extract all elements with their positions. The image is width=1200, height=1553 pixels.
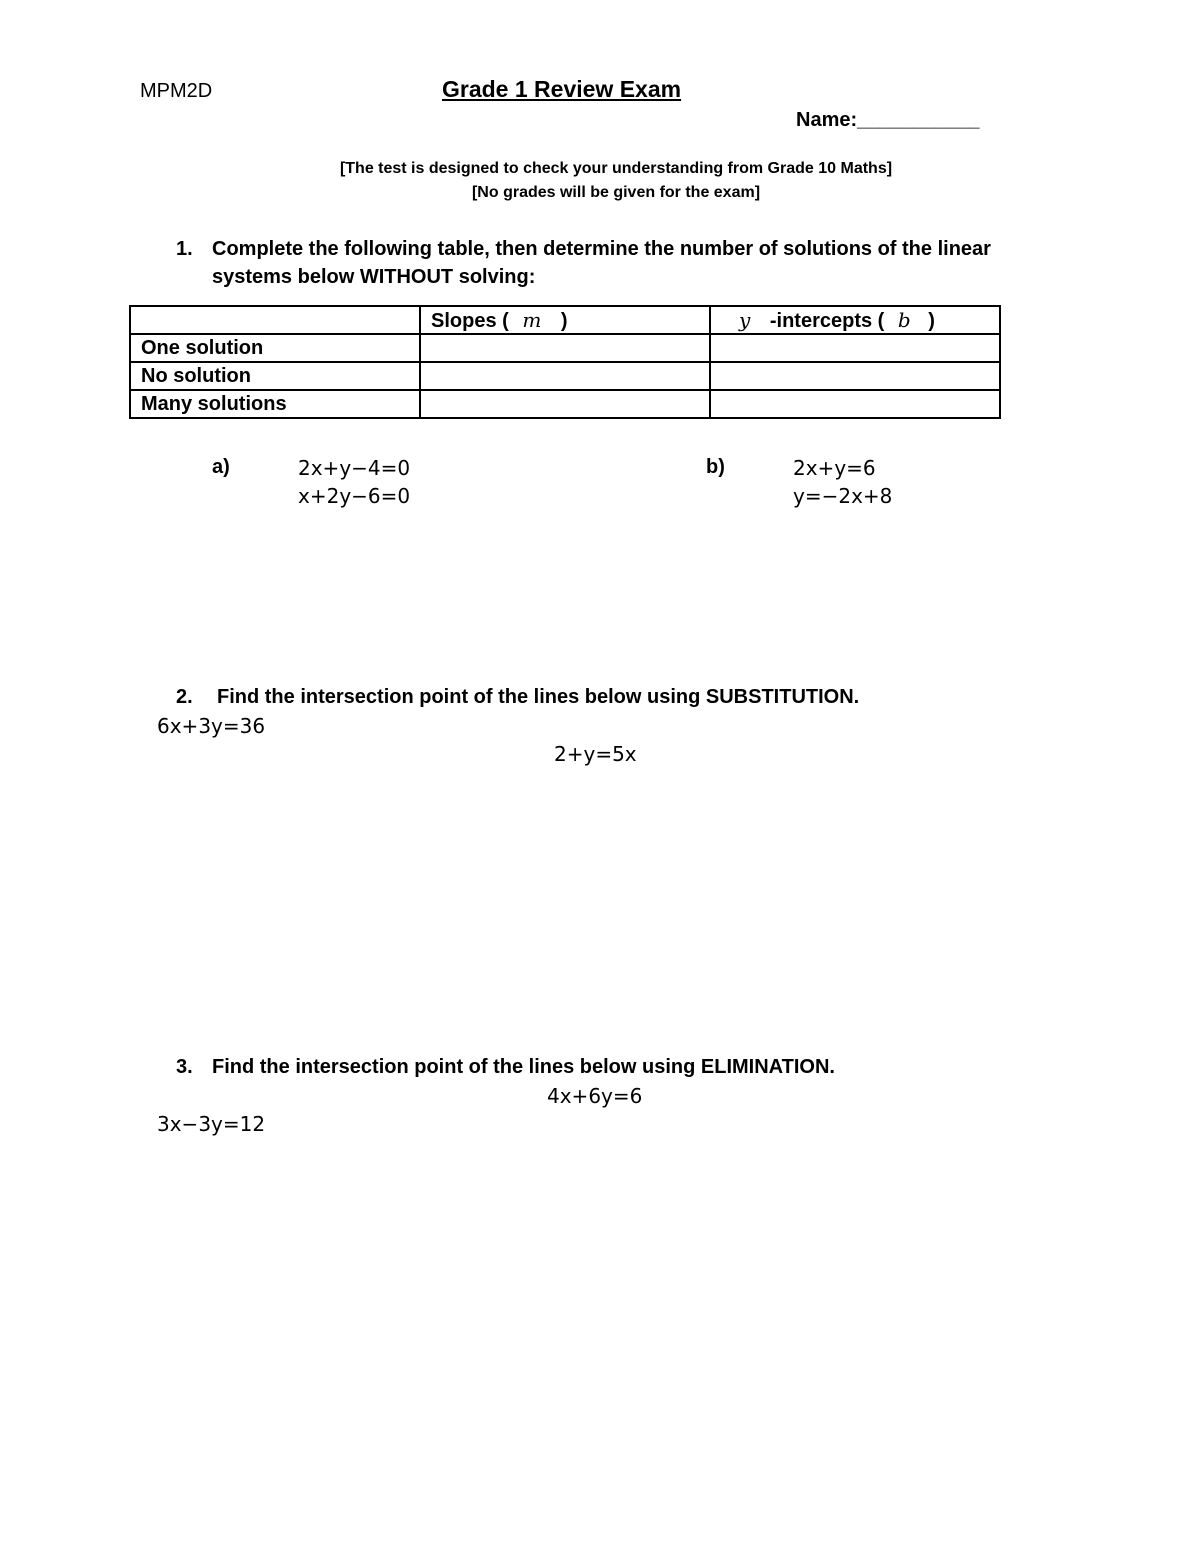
table-header-slopes	[420, 306, 710, 334]
table-row	[130, 334, 1000, 362]
table-header-empty	[130, 306, 420, 334]
table-header-intercepts	[710, 306, 1000, 334]
part-b-equation-2: y=−2x+8	[793, 484, 893, 508]
answer-cell[interactable]	[420, 334, 710, 362]
intercepts-close: )	[928, 309, 935, 332]
solutions-table	[129, 305, 1001, 419]
q3-equation-1: 4x+6y=6	[547, 1084, 643, 1108]
answer-cell[interactable]	[420, 362, 710, 390]
answer-cell[interactable]	[420, 390, 710, 418]
course-code: MPM2D	[140, 80, 213, 102]
q1-text-line1: Complete the following table, then determine the number of solutions of the linear	[212, 238, 991, 260]
q2-equation-2: 2+y=5x	[554, 742, 637, 766]
part-b-label: b)	[706, 456, 725, 478]
row-label-one-solution: One solution	[130, 334, 420, 362]
part-b-equation-1: 2x+y=6	[793, 456, 876, 480]
q1-number: 1.	[176, 238, 193, 260]
table-row	[130, 362, 1000, 390]
q2-number: 2.	[176, 686, 193, 708]
answer-cell[interactable]	[710, 390, 1000, 418]
row-label-no-solution: No solution	[130, 362, 420, 390]
answer-cell[interactable]	[710, 362, 1000, 390]
q2-equation-1: 6x+3y=36	[157, 714, 266, 738]
exam-title: Grade 1 Review Exam	[442, 76, 682, 102]
row-label-many-solutions: Many solutions	[130, 390, 420, 418]
answer-cell[interactable]	[710, 334, 1000, 362]
slope-var-m: m	[522, 307, 542, 332]
intercepts-label: -intercepts (	[769, 309, 885, 332]
note-line-2: [No grades will be given for the exam]	[471, 184, 761, 201]
q3-equation-2: 3x−3y=12	[157, 1112, 266, 1136]
intercept-var-b: b	[897, 307, 911, 332]
part-a-label: a)	[212, 456, 230, 478]
q3-number: 3.	[176, 1056, 193, 1078]
q1-text-line2: systems below WITHOUT solving:	[212, 266, 536, 288]
table-header-row	[130, 306, 1000, 334]
slopes-close: )	[560, 309, 568, 332]
intercept-var-y: y	[739, 307, 751, 332]
slopes-label: Slopes (	[431, 309, 509, 332]
part-a-equation-2: x+2y−6=0	[298, 484, 411, 508]
table-row	[130, 390, 1000, 418]
name-field-label[interactable]: Name:___________	[796, 109, 980, 131]
q3-text: Find the intersection point of the lines below using ELIMINATION.	[212, 1056, 835, 1078]
q2-text: Find the intersection point of the lines below using SUBSTITUTION.	[217, 686, 860, 708]
note-line-1: [The test is designed to check your understanding from Grade 10 Maths]	[339, 160, 893, 177]
part-a-equation-1: 2x+y−4=0	[298, 456, 411, 480]
